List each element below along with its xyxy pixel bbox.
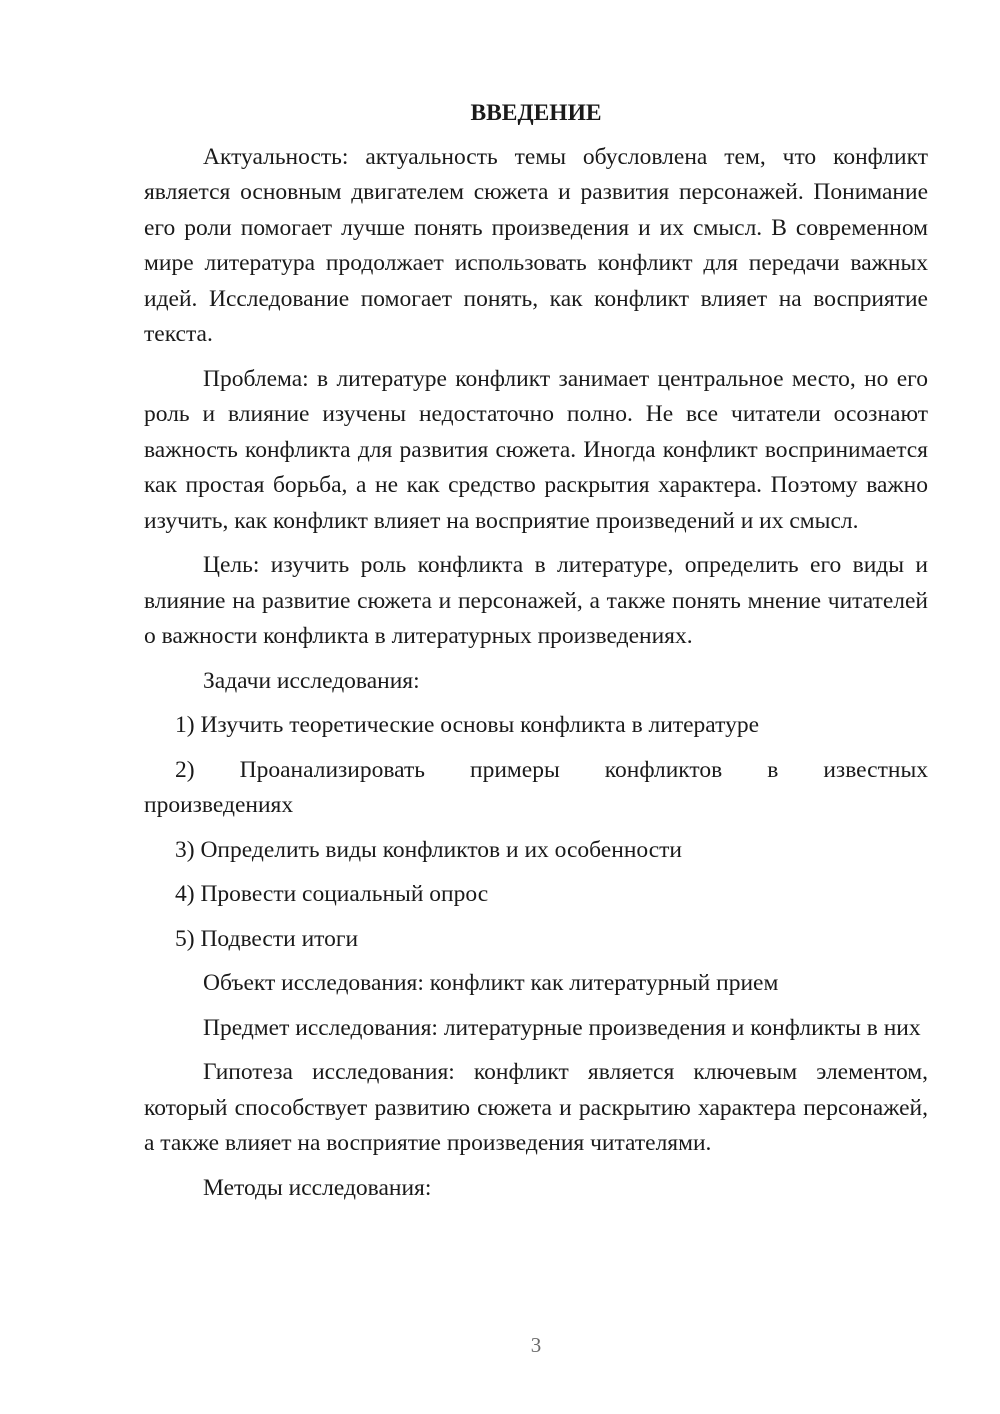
- methods-heading: Методы исследования:: [203, 1174, 432, 1201]
- tasks-list: [144, 708, 928, 957]
- paragraph-object: Объект исследования: конфликт как литературный прием: [203, 970, 779, 996]
- task-item-4: 4) Провести социальный опрос: [175, 881, 489, 907]
- paragraph-hypothesis: Гипотеза исследования: конфликт является ключевым элементом, который способствует развитию сюжета и раскрытию характера персонажей, а также влияет на восприятие произведения читателями.: [144, 1059, 928, 1156]
- task-item-5: 5) Подвести итоги: [175, 925, 359, 952]
- task-item-3: 3) Определить виды конфликтов и их особенности: [175, 836, 683, 863]
- paragraph-subject: Предмет исследования: литературные произведения и конфликты в них: [203, 1014, 921, 1041]
- paragraph-relevance: Актуальность: актуальность темы обусловлена тем, что конфликт является основным двигателем сюжета и развития персонажей. Понимание его роли помогает лучше понять произведения и их смысл. В современном мире литература продолжает использовать конфликт для передачи важных идей. Исследование помогает понять, как конфликт влияет на восприятие текста.: [144, 143, 928, 347]
- paragraph-problem: Проблема: в литературе конфликт занимает центральное место, но его роль и влияние изучены недостаточно полно. Не все читатели осознают важность конфликта для развития сюжета. Иногда конфликт воспринимается как простая борьба, а не как средство раскрытия характера. Поэтому важно изучить, как конфликт влияет на восприятие произведений и их смысл.: [144, 365, 928, 534]
- task-item-1: 1) Изучить теоретические основы конфликта в литературе: [175, 712, 760, 738]
- section-title: ВВЕДЕНИЕ: [470, 100, 602, 126]
- task-item-2: 2) Проанализировать примеры конфликтов в известных произведениях: [144, 756, 928, 818]
- page-number: 3: [530, 1333, 542, 1357]
- document-page: [144, 96, 928, 1215]
- tasks-heading: Задачи исследования:: [203, 667, 420, 694]
- paragraph-goal: Цель: изучить роль конфликта в литературе, определить его виды и влияние на развитие сюжета и персонажей, а также понять мнение читателей о важности конфликта в литературных произведениях.: [144, 552, 928, 649]
